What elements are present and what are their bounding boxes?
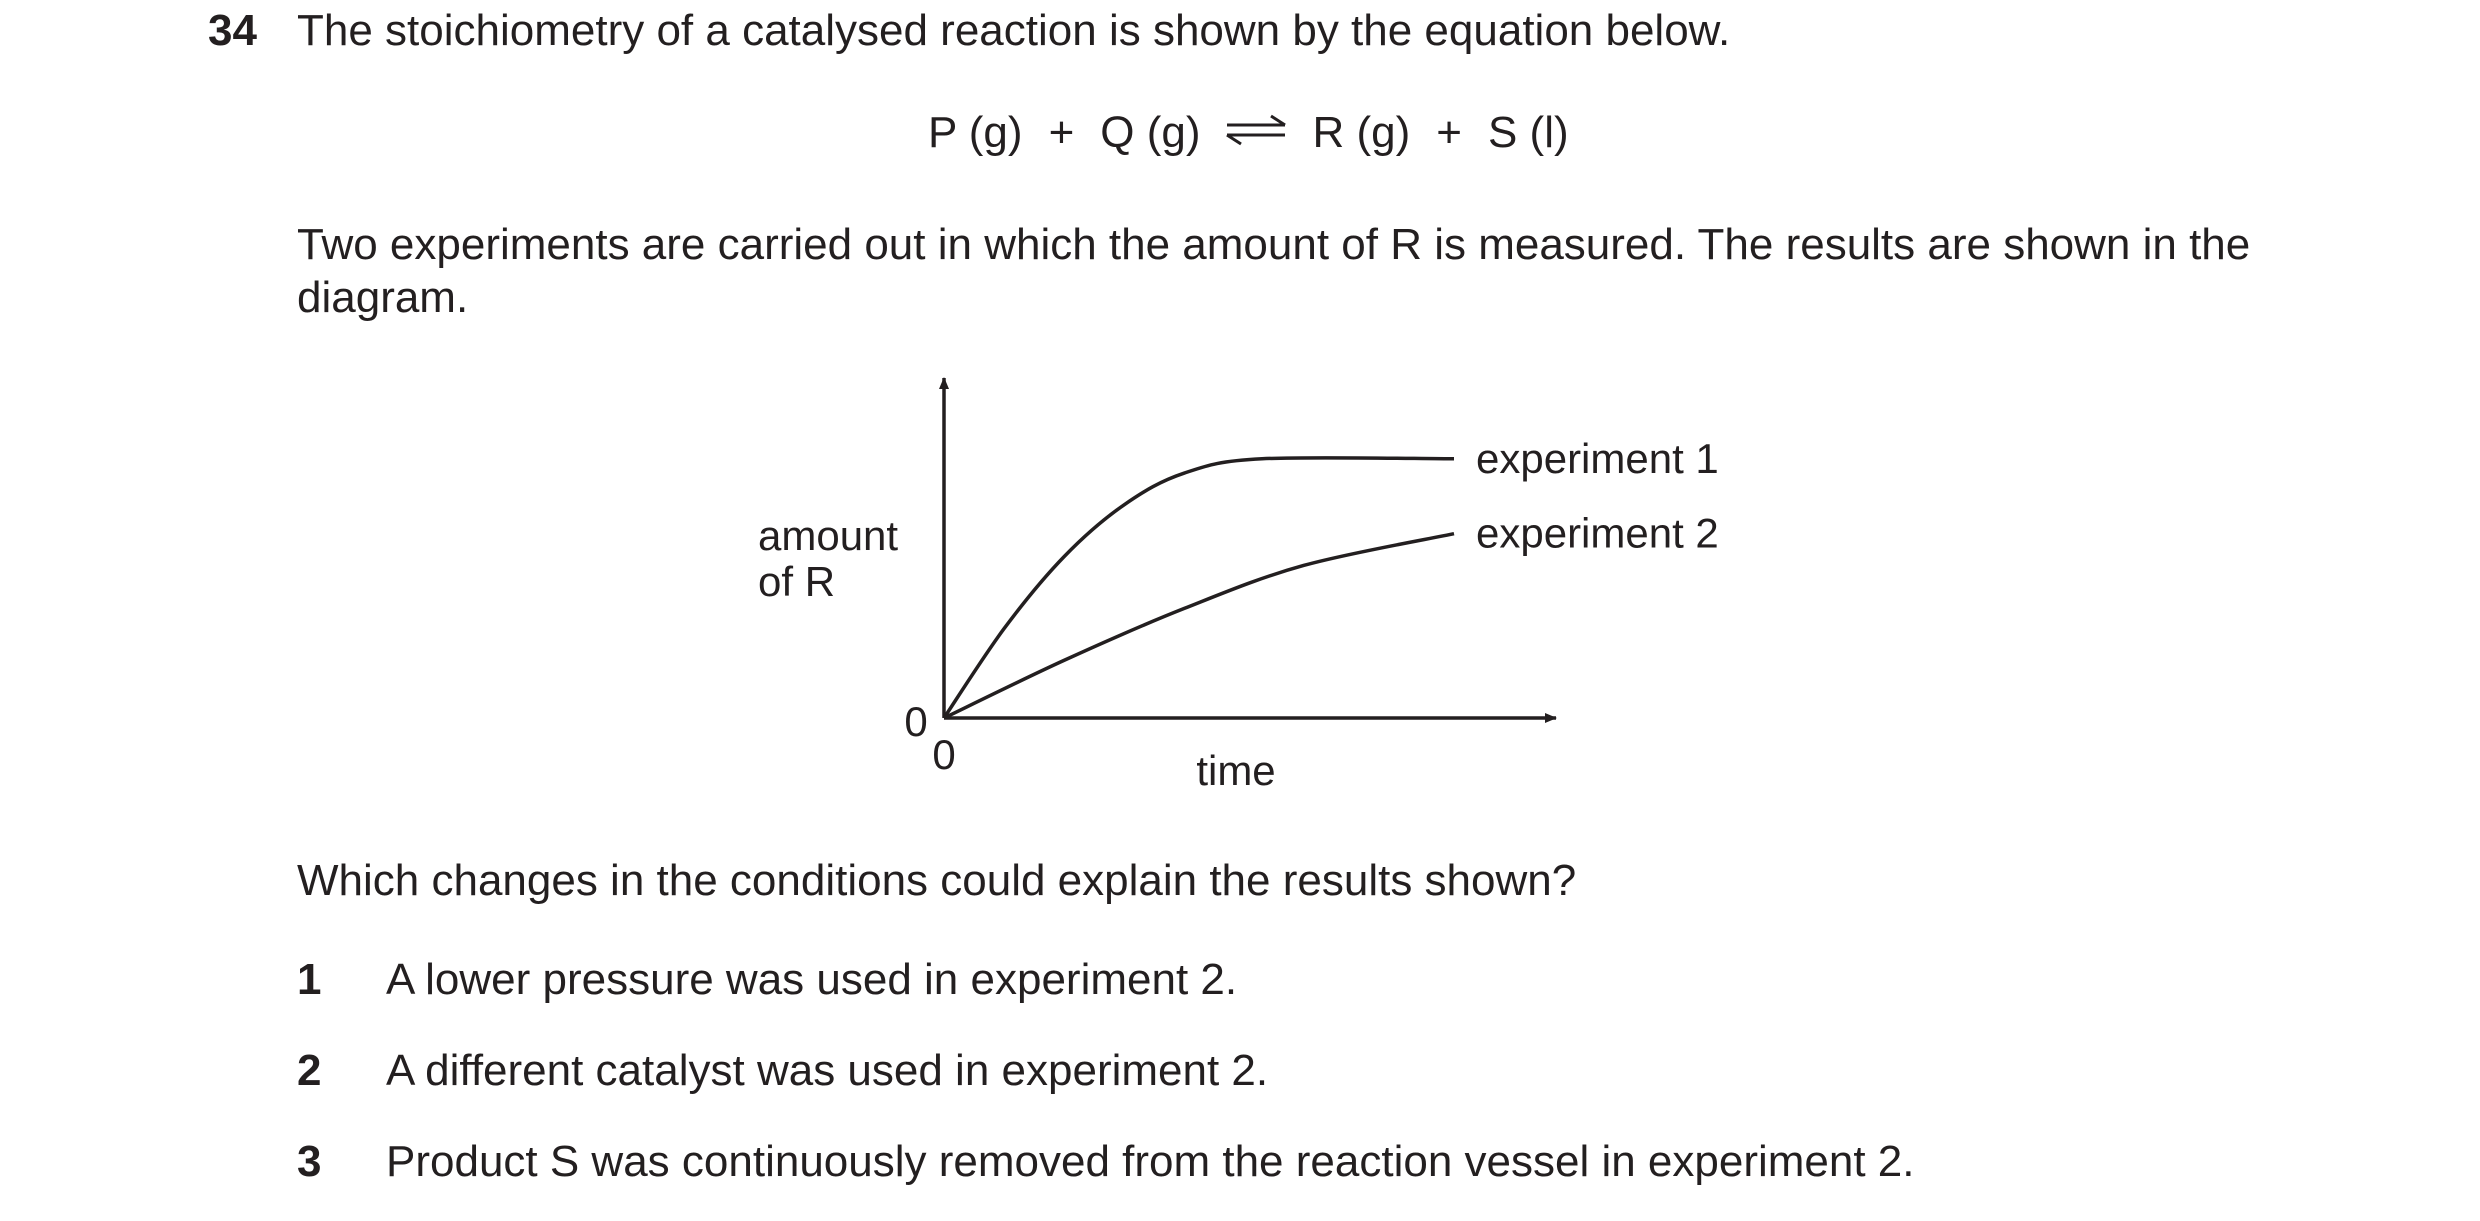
series-label-experiment-1: experiment 1 — [1476, 434, 1719, 482]
equation-plus: + — [1048, 108, 1075, 157]
option-text: A different catalyst was used in experiment 2. — [386, 1046, 1269, 1095]
question-stem: The stoichiometry of a catalysed reaction is shown by the equation below. — [297, 6, 1731, 55]
y-axis-label-line1: amount — [758, 512, 899, 559]
y-origin-label: 0 — [904, 698, 928, 745]
equation-product-s: S (l) — [1487, 108, 1569, 157]
chart-axes — [944, 378, 1556, 718]
intro-paragraph: Two experiments are carried out in which the amount of R is measured. The results are shown in the diagram. — [297, 220, 2251, 322]
y-axis-label-line2: of R — [758, 558, 836, 605]
chart-series-layer — [944, 435, 1719, 718]
x-origin-label: 0 — [932, 731, 956, 778]
option-text: A lower pressure was used in experiment 2. — [386, 955, 1238, 1004]
x-axis-label: time — [1196, 747, 1276, 794]
option-number: 1 — [297, 955, 322, 1004]
equation-reactant-q: Q (g) — [1100, 108, 1201, 157]
equation-plus: + — [1436, 108, 1462, 157]
option-text: Product S was continuously removed from the reaction vessel in experiment 2. — [386, 1137, 1915, 1186]
question-number: 34 — [208, 6, 257, 55]
series-line-experiment-2 — [944, 534, 1454, 718]
equation-product-r: R (g) — [1312, 108, 1411, 157]
series-label-experiment-2: experiment 2 — [1476, 509, 1719, 557]
equation-reactant-p: P (g) — [928, 108, 1023, 157]
option-number: 3 — [297, 1137, 322, 1186]
option-number: 2 — [297, 1046, 322, 1095]
question-prompt: Which changes in the conditions could explain the results shown? — [297, 856, 1577, 905]
